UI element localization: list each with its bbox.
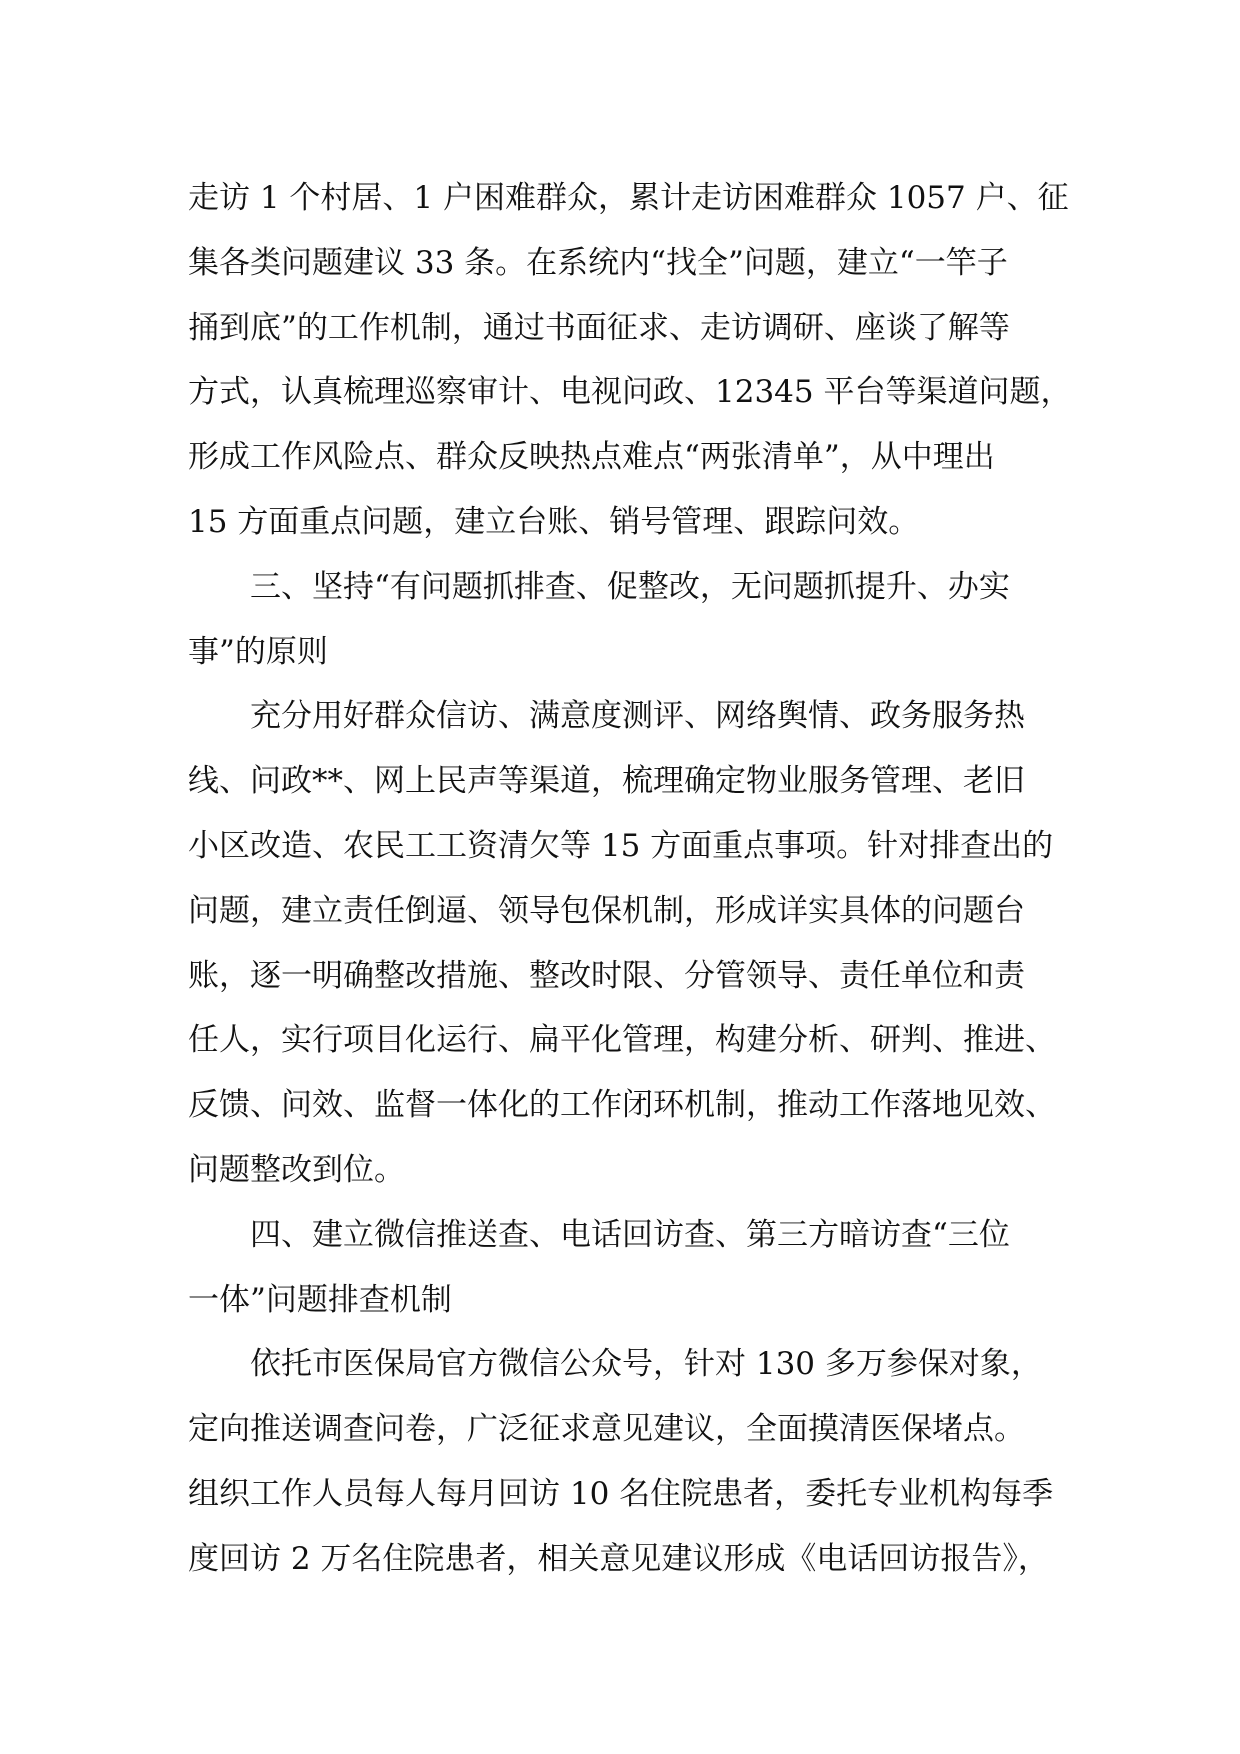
body-line: 定向推送调查问卷，广泛征求意见建议，全面摸清医保堵点。: [188, 1411, 1025, 1448]
body-line: 捅到底”的工作机制，通过书面征求、走访调研、座谈了解等: [188, 309, 1010, 346]
body-line: 组织工作人员每人每月回访 10 名住院患者，委托专业机构每季: [188, 1475, 1054, 1512]
body-line: 账，逐一明确整改措施、整改时限、分管领导、责任单位和责: [188, 957, 1025, 994]
body-line: 问题，建立责任倒逼、领导包保机制，形成详实具体的问题台: [188, 892, 1025, 929]
body-line: 形成工作风险点、群众反映热点难点“两张清单”，从中理出: [188, 439, 995, 476]
body-line: 方式，认真梳理巡察审计、电视问政、12345 平台等渠道问题，: [188, 374, 1072, 411]
body-line: 问题整改到位。: [188, 1151, 405, 1188]
body-line: 任人，实行项目化运行、扁平化管理，构建分析、研判、推进、: [188, 1022, 1056, 1059]
body-line: 线、问政**、网上民声等渠道，梳理确定物业服务管理、老旧: [188, 763, 1025, 800]
section-heading-3: 三、坚持“有问题抓排查、促整改，无问题抓提升、办实: [250, 568, 1010, 605]
document-body: [188, 166, 1088, 1592]
section-heading-4: 四、建立微信推送查、电话回访查、第三方暗访查“三位: [250, 1216, 1010, 1253]
body-line: 集各类问题建议 33 条。在系统内“找全”问题，建立“一竿子: [188, 244, 1008, 281]
body-line: 走访 1 个村居、1 户困难群众，累计走访困难群众 1057 户、征: [188, 180, 1069, 216]
section-heading-3-cont: 事”的原则: [188, 633, 328, 670]
section-heading-4-cont: 一体”问题排查机制: [188, 1281, 452, 1318]
body-line: 反馈、问效、监督一体化的工作闭环机制，推动工作落地见效、: [188, 1087, 1056, 1124]
body-line: 度回访 2 万名住院患者，相关意见建议形成《电话回访报告》，: [188, 1540, 1049, 1577]
body-line: 15 方面重点问题，建立台账、销号管理、跟踪问效。: [188, 503, 920, 540]
paragraph-start: 依托市医保局官方微信公众号，针对 130 多万参保对象，: [250, 1346, 1042, 1383]
body-line: 小区改造、农民工工资清欠等 15 方面重点事项。针对排查出的: [188, 827, 1054, 864]
paragraph-start: 充分用好群众信访、满意度测评、网络舆情、政务服务热: [250, 698, 1025, 735]
